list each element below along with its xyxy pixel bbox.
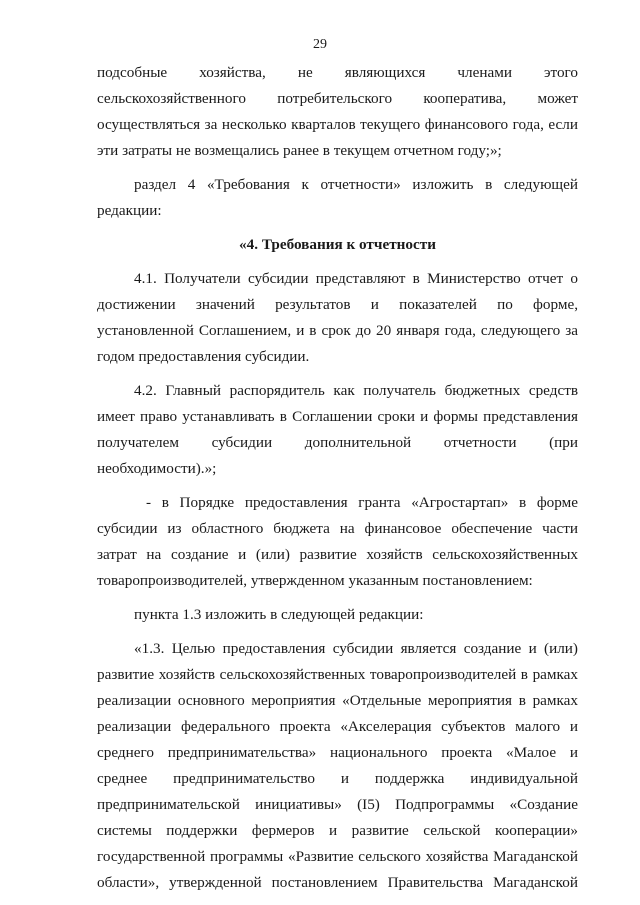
- paragraph-item-1-3-instruction: пункта 1.3 изложить в следующей редакции:: [134, 606, 424, 623]
- paragraph-1-3: «1.3. Целью предоставления субсидии является создание и (или) развитие хозяйств сельскохозяйственных товаропроизводителей в рамках реализации основного мероприятия «Отдельные мероприятия в рамках реализации федерального проекта «Акселерация субъектов малого и среднего предпринимательства» национального проекта «Малое и среднее предпринимательство и поддержка индивидуальной предпринимательской инициативы» (I5) Подпрограммы «Создание системы поддержки фермеров и развитие сельской кооперации» государственной программы «Развитие сельского хозяйства Магаданской области», утвержденной постановлением Правительства Магаданской: [97, 640, 578, 891]
- paragraph-agrostartup-order: - в Порядке предоставления гранта «Агростартап» в форме субсидии из областного бюджета на финансовое обеспечение части затрат на создание и (или) развитие хозяйств сельскохозяйственных товаропроизводителей, утвержденном указанным постановлением:: [97, 494, 578, 589]
- paragraph-continuation: подсобные хозяйства, не являющихся членами этого сельскохозяйственного потребительского кооператива, может осуществляться за несколько кварталов текущего финансового года, если эти затраты не возмещались ранее в текущем отчетном году;»;: [97, 64, 578, 159]
- page-number: 29: [313, 37, 327, 52]
- document-body: [97, 60, 578, 896]
- section-heading: «4. Требования к отчетности: [239, 236, 436, 253]
- paragraph-4-2: 4.2. Главный распорядитель как получатель бюджетных средств имеет право устанавливать в Соглашении сроки и формы представления получателем субсидии дополнительной отчетности (при необходимости).»;: [97, 382, 578, 477]
- paragraph-section-4-instruction: раздел 4 «Требования к отчетности» изложить в следующей редакции:: [97, 176, 578, 219]
- paragraph-4-1: 4.1. Получатели субсидии представляют в Министерство отчет о достижении значений результатов и показателей по форме, установленной Соглашением, и в срок до 20 января года, следующего за годом предоставления субсидии.: [97, 270, 578, 365]
